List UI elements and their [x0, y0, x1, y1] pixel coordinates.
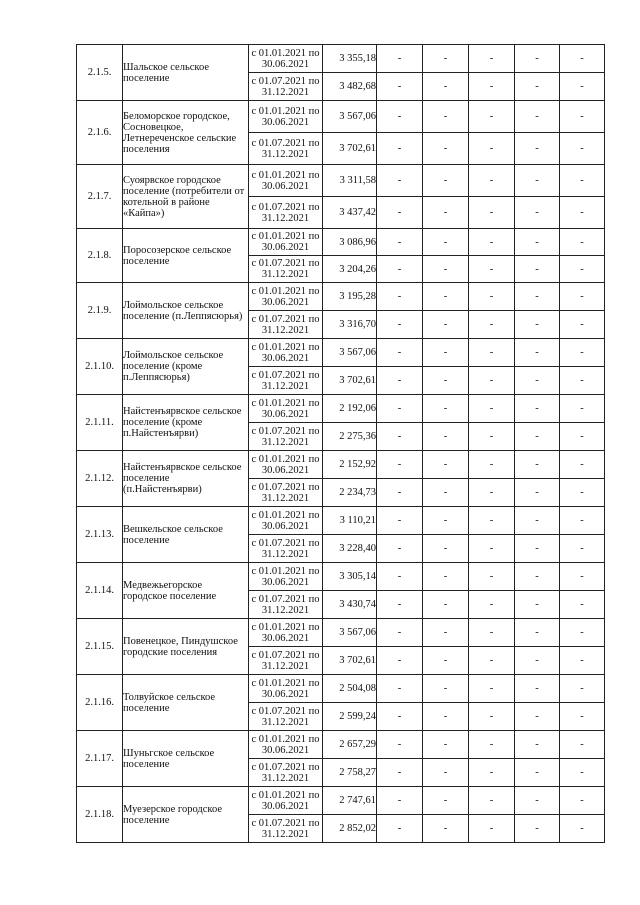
empty-value-dash: - [423, 591, 469, 619]
row-number: 2.1.16. [77, 675, 123, 731]
empty-value-dash: - [515, 451, 560, 479]
empty-value-dash: - [515, 101, 560, 133]
empty-value-dash: - [423, 73, 469, 101]
period-cell: с 01.01.2021 по 30.06.2021 [249, 165, 323, 197]
period-cell: с 01.07.2021 по 31.12.2021 [249, 815, 323, 843]
empty-value-dash: - [377, 759, 423, 787]
empty-value-dash: - [377, 165, 423, 197]
empty-value-dash: - [423, 165, 469, 197]
empty-value-dash: - [560, 703, 605, 731]
period-cell: с 01.07.2021 по 31.12.2021 [249, 73, 323, 101]
empty-value-dash: - [377, 395, 423, 423]
empty-value-dash: - [377, 563, 423, 591]
empty-value-dash: - [377, 339, 423, 367]
tariff-value: 3 482,68 [323, 73, 377, 101]
empty-value-dash: - [423, 45, 469, 73]
period-cell: с 01.01.2021 по 30.06.2021 [249, 283, 323, 311]
tariff-value: 2 504,08 [323, 675, 377, 703]
empty-value-dash: - [423, 759, 469, 787]
tariff-value: 2 234,73 [323, 479, 377, 507]
empty-value-dash: - [515, 675, 560, 703]
empty-value-dash: - [423, 675, 469, 703]
empty-value-dash: - [515, 73, 560, 101]
empty-value-dash: - [377, 133, 423, 165]
empty-value-dash: - [423, 507, 469, 535]
empty-value-dash: - [377, 311, 423, 339]
period-cell: с 01.07.2021 по 31.12.2021 [249, 591, 323, 619]
empty-value-dash: - [560, 675, 605, 703]
period-cell: с 01.01.2021 по 30.06.2021 [249, 451, 323, 479]
empty-value-dash: - [423, 311, 469, 339]
tariff-value: 3 567,06 [323, 619, 377, 647]
empty-value-dash: - [469, 647, 515, 675]
table-row [77, 101, 605, 133]
tariff-value: 2 192,06 [323, 395, 377, 423]
period-cell: с 01.07.2021 по 31.12.2021 [249, 423, 323, 451]
empty-value-dash: - [423, 787, 469, 815]
tariff-value: 3 110,21 [323, 507, 377, 535]
empty-value-dash: - [423, 229, 469, 256]
tariff-value: 2 747,61 [323, 787, 377, 815]
empty-value-dash: - [377, 535, 423, 563]
empty-value-dash: - [515, 787, 560, 815]
table-row [77, 165, 605, 197]
settlement-name: Беломорское городское, Сосновецкое, Летнереченское сельские поселения [123, 101, 249, 165]
empty-value-dash: - [560, 647, 605, 675]
empty-value-dash: - [469, 73, 515, 101]
empty-value-dash: - [377, 647, 423, 675]
empty-value-dash: - [560, 197, 605, 229]
empty-value-dash: - [423, 395, 469, 423]
empty-value-dash: - [377, 229, 423, 256]
empty-value-dash: - [377, 197, 423, 229]
empty-value-dash: - [515, 423, 560, 451]
tariff-value: 3 311,58 [323, 165, 377, 197]
table-row [77, 563, 605, 591]
period-cell: с 01.01.2021 по 30.06.2021 [249, 507, 323, 535]
empty-value-dash: - [515, 339, 560, 367]
empty-value-dash: - [469, 101, 515, 133]
empty-value-dash: - [560, 45, 605, 73]
empty-value-dash: - [377, 479, 423, 507]
settlement-name: Найстенъярвское сельское поселение (п.Найстенъярви) [123, 451, 249, 507]
tariff-value: 3 355,18 [323, 45, 377, 73]
empty-value-dash: - [560, 165, 605, 197]
empty-value-dash: - [469, 787, 515, 815]
empty-value-dash: - [423, 535, 469, 563]
empty-value-dash: - [469, 451, 515, 479]
settlement-name: Шуньгское сельское поселение [123, 731, 249, 787]
settlement-name: Шальское сельское поселение [123, 45, 249, 101]
empty-value-dash: - [560, 311, 605, 339]
row-number: 2.1.7. [77, 165, 123, 229]
empty-value-dash: - [423, 283, 469, 311]
empty-value-dash: - [423, 479, 469, 507]
period-cell: с 01.01.2021 по 30.06.2021 [249, 45, 323, 73]
tariff-value: 3 204,26 [323, 256, 377, 283]
row-number: 2.1.5. [77, 45, 123, 101]
empty-value-dash: - [423, 647, 469, 675]
empty-value-dash: - [515, 395, 560, 423]
empty-value-dash: - [423, 367, 469, 395]
empty-value-dash: - [469, 229, 515, 256]
empty-value-dash: - [469, 423, 515, 451]
empty-value-dash: - [423, 731, 469, 759]
empty-value-dash: - [560, 731, 605, 759]
table-row [77, 731, 605, 759]
empty-value-dash: - [560, 423, 605, 451]
empty-value-dash: - [560, 563, 605, 591]
empty-value-dash: - [469, 759, 515, 787]
tariff-value: 3 228,40 [323, 535, 377, 563]
tariff-value: 2 852,02 [323, 815, 377, 843]
empty-value-dash: - [515, 311, 560, 339]
empty-value-dash: - [515, 229, 560, 256]
empty-value-dash: - [515, 619, 560, 647]
tariff-value: 3 702,61 [323, 133, 377, 165]
empty-value-dash: - [469, 675, 515, 703]
empty-value-dash: - [469, 395, 515, 423]
empty-value-dash: - [515, 703, 560, 731]
empty-value-dash: - [469, 535, 515, 563]
table-row [77, 507, 605, 535]
empty-value-dash: - [560, 229, 605, 256]
settlement-name: Вешкельское сельское поселение [123, 507, 249, 563]
period-cell: с 01.07.2021 по 31.12.2021 [249, 479, 323, 507]
tariff-value: 3 195,28 [323, 283, 377, 311]
period-cell: с 01.07.2021 по 31.12.2021 [249, 133, 323, 165]
tariff-value: 3 567,06 [323, 101, 377, 133]
empty-value-dash: - [377, 423, 423, 451]
table-row [77, 787, 605, 815]
tariff-value: 2 657,29 [323, 731, 377, 759]
empty-value-dash: - [515, 367, 560, 395]
settlement-name: Суоярвское городское поселение (потребители от котельной в районе «Кайпа») [123, 165, 249, 229]
tariff-value: 3 567,06 [323, 339, 377, 367]
period-cell: с 01.01.2021 по 30.06.2021 [249, 229, 323, 256]
empty-value-dash: - [515, 563, 560, 591]
empty-value-dash: - [560, 479, 605, 507]
empty-value-dash: - [469, 165, 515, 197]
period-cell: с 01.07.2021 по 31.12.2021 [249, 647, 323, 675]
table-row [77, 451, 605, 479]
period-cell: с 01.07.2021 по 31.12.2021 [249, 197, 323, 229]
empty-value-dash: - [423, 133, 469, 165]
empty-value-dash: - [469, 311, 515, 339]
empty-value-dash: - [377, 787, 423, 815]
empty-value-dash: - [377, 731, 423, 759]
empty-value-dash: - [423, 563, 469, 591]
empty-value-dash: - [515, 256, 560, 283]
empty-value-dash: - [560, 101, 605, 133]
empty-value-dash: - [423, 619, 469, 647]
empty-value-dash: - [377, 591, 423, 619]
empty-value-dash: - [423, 339, 469, 367]
period-cell: с 01.01.2021 по 30.06.2021 [249, 787, 323, 815]
empty-value-dash: - [469, 507, 515, 535]
empty-value-dash: - [469, 339, 515, 367]
empty-value-dash: - [469, 45, 515, 73]
period-cell: с 01.01.2021 по 30.06.2021 [249, 619, 323, 647]
table-row [77, 619, 605, 647]
empty-value-dash: - [515, 507, 560, 535]
row-number: 2.1.9. [77, 283, 123, 339]
empty-value-dash: - [469, 619, 515, 647]
empty-value-dash: - [515, 133, 560, 165]
tariff-value: 2 275,36 [323, 423, 377, 451]
empty-value-dash: - [377, 283, 423, 311]
empty-value-dash: - [560, 339, 605, 367]
empty-value-dash: - [469, 563, 515, 591]
table-row [77, 229, 605, 256]
empty-value-dash: - [469, 256, 515, 283]
period-cell: с 01.01.2021 по 30.06.2021 [249, 675, 323, 703]
empty-value-dash: - [469, 283, 515, 311]
tariff-value: 2 152,92 [323, 451, 377, 479]
empty-value-dash: - [560, 815, 605, 843]
empty-value-dash: - [377, 256, 423, 283]
settlement-name: Поросозерское сельское поселение [123, 229, 249, 283]
empty-value-dash: - [515, 731, 560, 759]
empty-value-dash: - [560, 73, 605, 101]
empty-value-dash: - [469, 367, 515, 395]
empty-value-dash: - [469, 815, 515, 843]
empty-value-dash: - [469, 197, 515, 229]
tariff-value: 3 702,61 [323, 647, 377, 675]
tariff-table-body [77, 45, 605, 843]
period-cell: с 01.07.2021 по 31.12.2021 [249, 759, 323, 787]
row-number: 2.1.13. [77, 507, 123, 563]
empty-value-dash: - [560, 507, 605, 535]
row-number: 2.1.8. [77, 229, 123, 283]
table-row [77, 45, 605, 73]
empty-value-dash: - [560, 395, 605, 423]
settlement-name: Найстенъярвское сельское поселение (кроме п.Найстенъярви) [123, 395, 249, 451]
empty-value-dash: - [560, 619, 605, 647]
empty-value-dash: - [377, 367, 423, 395]
empty-value-dash: - [515, 647, 560, 675]
period-cell: с 01.07.2021 по 31.12.2021 [249, 367, 323, 395]
empty-value-dash: - [423, 815, 469, 843]
row-number: 2.1.18. [77, 787, 123, 843]
empty-value-dash: - [377, 675, 423, 703]
empty-value-dash: - [423, 451, 469, 479]
empty-value-dash: - [423, 703, 469, 731]
table-row [77, 283, 605, 311]
tariff-value: 3 086,96 [323, 229, 377, 256]
settlement-name: Медвежьегорское городское поселение [123, 563, 249, 619]
tariff-table [76, 44, 605, 843]
empty-value-dash: - [560, 283, 605, 311]
period-cell: с 01.01.2021 по 30.06.2021 [249, 101, 323, 133]
empty-value-dash: - [560, 451, 605, 479]
empty-value-dash: - [515, 759, 560, 787]
empty-value-dash: - [423, 101, 469, 133]
row-number: 2.1.15. [77, 619, 123, 675]
tariff-value: 2 599,24 [323, 703, 377, 731]
period-cell: с 01.07.2021 по 31.12.2021 [249, 703, 323, 731]
table-row [77, 675, 605, 703]
empty-value-dash: - [515, 535, 560, 563]
tariff-value: 3 305,14 [323, 563, 377, 591]
row-number: 2.1.14. [77, 563, 123, 619]
empty-value-dash: - [515, 479, 560, 507]
tariff-value: 3 430,74 [323, 591, 377, 619]
empty-value-dash: - [377, 45, 423, 73]
tariff-value: 3 702,61 [323, 367, 377, 395]
period-cell: с 01.01.2021 по 30.06.2021 [249, 339, 323, 367]
row-number: 2.1.6. [77, 101, 123, 165]
empty-value-dash: - [515, 283, 560, 311]
empty-value-dash: - [560, 367, 605, 395]
tariff-value: 3 316,70 [323, 311, 377, 339]
empty-value-dash: - [515, 591, 560, 619]
settlement-name: Толвуйское сельское поселение [123, 675, 249, 731]
table-row [77, 339, 605, 367]
period-cell: с 01.07.2021 по 31.12.2021 [249, 311, 323, 339]
empty-value-dash: - [469, 731, 515, 759]
empty-value-dash: - [515, 815, 560, 843]
empty-value-dash: - [377, 73, 423, 101]
empty-value-dash: - [469, 591, 515, 619]
tariff-value: 3 437,42 [323, 197, 377, 229]
period-cell: с 01.07.2021 по 31.12.2021 [249, 256, 323, 283]
empty-value-dash: - [469, 479, 515, 507]
empty-value-dash: - [423, 423, 469, 451]
empty-value-dash: - [560, 787, 605, 815]
table-row [77, 395, 605, 423]
empty-value-dash: - [560, 256, 605, 283]
empty-value-dash: - [377, 815, 423, 843]
period-cell: с 01.01.2021 по 30.06.2021 [249, 563, 323, 591]
period-cell: с 01.01.2021 по 30.06.2021 [249, 395, 323, 423]
empty-value-dash: - [377, 507, 423, 535]
empty-value-dash: - [377, 451, 423, 479]
settlement-name: Лоймольское сельское поселение (кроме п.Леппясюрья) [123, 339, 249, 395]
empty-value-dash: - [377, 619, 423, 647]
empty-value-dash: - [377, 703, 423, 731]
empty-value-dash: - [560, 759, 605, 787]
row-number: 2.1.10. [77, 339, 123, 395]
empty-value-dash: - [515, 165, 560, 197]
empty-value-dash: - [423, 256, 469, 283]
empty-value-dash: - [377, 101, 423, 133]
period-cell: с 01.01.2021 по 30.06.2021 [249, 731, 323, 759]
settlement-name: Лоймольское сельское поселение (п.Леппясюрья) [123, 283, 249, 339]
empty-value-dash: - [515, 45, 560, 73]
tariff-value: 2 758,27 [323, 759, 377, 787]
row-number: 2.1.11. [77, 395, 123, 451]
empty-value-dash: - [423, 197, 469, 229]
period-cell: с 01.07.2021 по 31.12.2021 [249, 535, 323, 563]
row-number: 2.1.17. [77, 731, 123, 787]
row-number: 2.1.12. [77, 451, 123, 507]
settlement-name: Повенецкое, Пиндушское городские поселения [123, 619, 249, 675]
empty-value-dash: - [515, 197, 560, 229]
settlement-name: Муезерское городское поселение [123, 787, 249, 843]
empty-value-dash: - [560, 133, 605, 165]
empty-value-dash: - [469, 703, 515, 731]
empty-value-dash: - [560, 535, 605, 563]
empty-value-dash: - [560, 591, 605, 619]
empty-value-dash: - [469, 133, 515, 165]
